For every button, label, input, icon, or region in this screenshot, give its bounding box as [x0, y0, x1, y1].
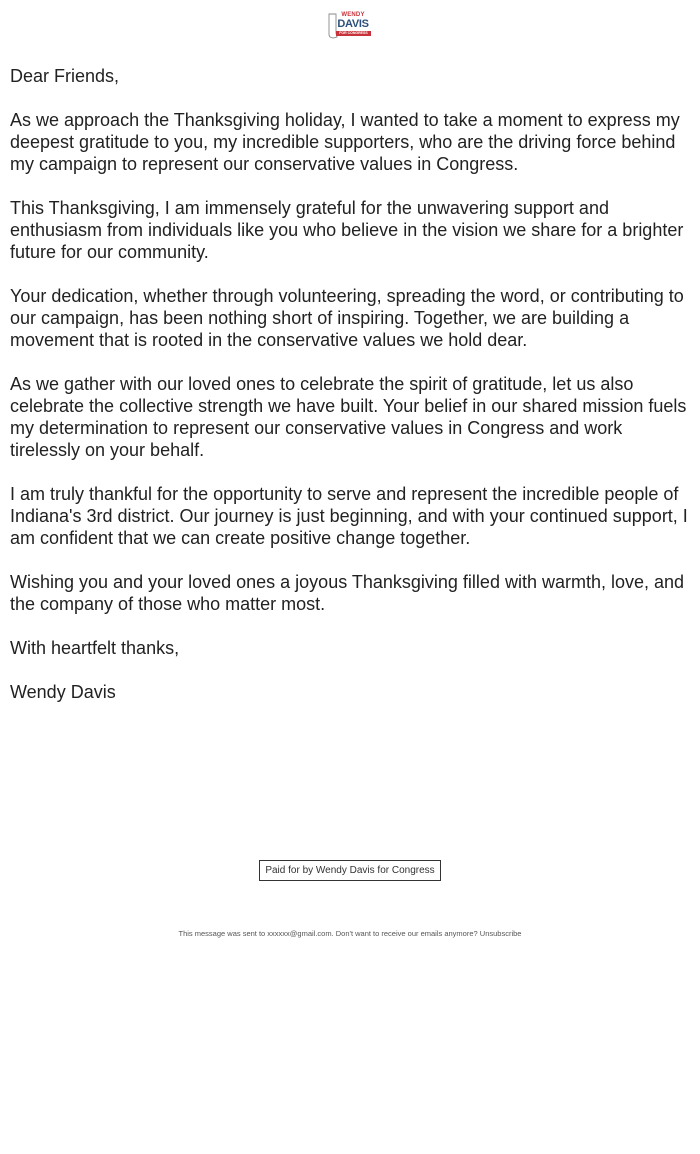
letter-paragraph: Wishing you and your loved ones a joyous Thanksgiving filled with warmth, love, and the company of those who matter most.: [10, 572, 685, 614]
salutation: Dear Friends,: [10, 66, 120, 86]
logo-last-name: DAVIS: [337, 18, 369, 30]
signature: Wendy Davis: [10, 682, 116, 702]
unsubscribe-link[interactable]: Unsubscribe: [479, 929, 522, 938]
closing: With heartfelt thanks,: [10, 638, 180, 658]
logo-tagline: FOR CONGRESS: [336, 31, 371, 36]
letter-paragraph: Your dedication, whether through volunteering, spreading the word, or contributing to our campaign, has been nothing short of inspiring. Together, we are building a movement that is rooted in the conservative values we hold dear.: [10, 286, 684, 350]
email-header: [0, 12, 700, 44]
campaign-logo: [328, 12, 372, 40]
letter-body: [10, 65, 692, 725]
footer-sent-to-text: This message was sent to xxxxxx@gmail.com. Don't want to receive our emails anymore?: [178, 929, 478, 938]
logo-first-name: WENDY: [341, 12, 365, 18]
letter-paragraph: As we approach the Thanksgiving holiday, I wanted to take a moment to express my deepest gratitude to you, my incredible supporters, who are the driving force behind my campaign to represent our conservative values in Congress.: [10, 110, 680, 174]
letter-paragraph: As we gather with our loved ones to celebrate the spirit of gratitude, let us also celebrate the collective strength we have built. Your belief in our shared mission fuels my determination to represent our conservative values in Congress and work tirelessly on your behalf.: [10, 374, 687, 460]
paid-for-disclaimer: Paid for by Wendy Davis for Congress: [259, 860, 441, 881]
letter-paragraph: I am truly thankful for the opportunity to serve and represent the incredible people of Indiana's 3rd district. Our journey is just beginning, and with your continued support, I am confident that we can create positive change together.: [10, 484, 688, 548]
letter-paragraph: This Thanksgiving, I am immensely grateful for the unwavering support and enthusiasm from individuals like you who believe in the vision we share for a brighter future for our community.: [10, 198, 684, 262]
email-footer: [0, 929, 700, 939]
